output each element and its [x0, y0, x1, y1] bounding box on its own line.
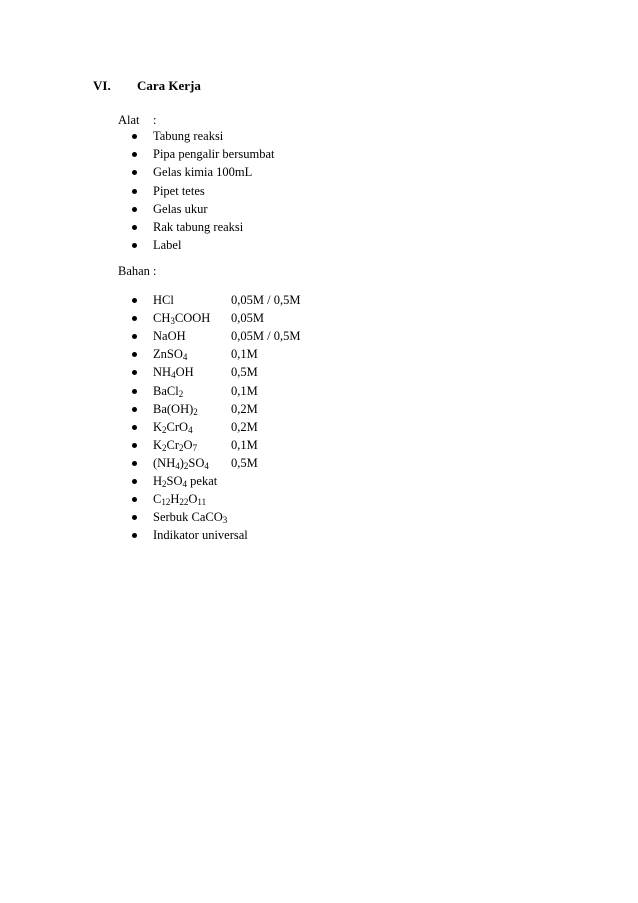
formula-text: C — [153, 492, 162, 507]
bullet-icon — [132, 134, 137, 139]
formula-subscript: 2 — [162, 442, 167, 453]
formula-text: NH — [153, 365, 172, 380]
bahan-item-name — [153, 328, 186, 344]
bullet-icon — [132, 515, 137, 520]
formula-text: K — [153, 437, 163, 452]
formula-text: BaCl — [153, 383, 179, 398]
section-number: VI. — [93, 78, 111, 93]
bahan-item-name — [153, 473, 217, 489]
formula-subscript: 7 — [192, 442, 198, 453]
formula-subscript: 4 — [188, 424, 193, 435]
bahan-item-name — [153, 401, 198, 417]
bahan-item-name — [153, 437, 197, 453]
bullet-icon — [132, 407, 137, 412]
formula-text: CrO — [166, 419, 189, 434]
formula-subscript: 4 — [171, 370, 176, 381]
formula-text: (NH — [153, 455, 176, 470]
formula-subscript: 2 — [183, 460, 189, 471]
alat-colon: : — [153, 113, 157, 127]
bullet-icon — [132, 334, 137, 339]
bahan-item-concentration: 0,05M — [231, 311, 264, 326]
formula-subscript: 4 — [182, 352, 188, 363]
formula-subscript: 2 — [162, 424, 167, 435]
bullet-icon — [132, 243, 137, 248]
bahan-item-concentration: 0,5M — [231, 455, 258, 470]
formula-text: K — [153, 419, 163, 434]
formula-text: NaOH — [153, 329, 186, 344]
formula-subscript: 3 — [222, 515, 228, 526]
bullet-icon — [132, 316, 137, 321]
formula-text: Ba(OH) — [153, 401, 194, 416]
bullet-icon — [132, 152, 137, 157]
bahan-item-name — [153, 292, 174, 308]
bullet-icon — [132, 225, 137, 230]
formula-text: H — [170, 492, 180, 507]
bahan-item-name — [153, 383, 183, 399]
section-heading — [93, 78, 201, 94]
bahan-item-name — [153, 455, 209, 471]
alat-item-name: Label — [153, 238, 182, 253]
bahan-item-concentration: 0,2M — [231, 401, 258, 416]
formula-subscript: 2 — [179, 442, 184, 453]
formula-text: pekat — [187, 474, 218, 488]
formula-text: O — [188, 492, 198, 507]
bullet-icon — [132, 207, 137, 212]
formula-text: ) — [179, 455, 184, 470]
formula-subscript: 2 — [162, 479, 167, 489]
formula-text: Serbuk CaCO — [153, 510, 223, 525]
formula-subscript: 2 — [178, 388, 184, 399]
bullet-icon — [132, 389, 137, 394]
bullet-icon — [132, 443, 137, 448]
bahan-item-concentration: 0,1M — [231, 383, 258, 398]
bahan-item-concentration: 0,1M — [231, 437, 258, 452]
alat-item-name: Gelas kimia 100mL — [153, 165, 253, 180]
formula-subscript: 12 — [161, 497, 171, 508]
formula-text: Indikator universal — [153, 528, 248, 543]
formula-text: Cr — [166, 437, 180, 452]
bahan-item-name — [153, 419, 193, 435]
bullet-icon — [132, 461, 137, 466]
formula-subscript: 22 — [179, 497, 189, 508]
alat-item-name: Tabung reaksi — [153, 129, 224, 143]
bahan-item-concentration: 0,05M / 0,5M — [231, 329, 301, 344]
formula-subscript: 11 — [197, 497, 207, 508]
bullet-icon — [132, 370, 137, 375]
section-title: Cara Kerja — [137, 78, 201, 93]
formula-text: H — [153, 474, 163, 488]
bullet-icon — [132, 298, 137, 303]
formula-text: SO — [166, 474, 183, 488]
bullet-icon — [132, 189, 137, 194]
bahan-label: Bahan — [118, 264, 150, 278]
bullet-icon — [132, 170, 137, 175]
formula-text: CH — [153, 311, 171, 326]
bullet-icon — [132, 479, 137, 484]
formula-text: OH — [175, 365, 194, 380]
alat-item-name: Pipet tetes — [153, 183, 205, 198]
formula-text: O — [183, 437, 193, 452]
bahan-item-name — [153, 310, 210, 326]
bahan-item-name — [153, 346, 187, 362]
formula-text: HCl — [153, 293, 174, 307]
alat-item-name: Rak tabung reaksi — [153, 220, 244, 234]
bullet-icon — [132, 425, 137, 430]
bahan-item-name — [153, 491, 206, 507]
formula-subscript: 3 — [170, 316, 175, 327]
bahan-item-concentration: 0,2M — [231, 419, 258, 434]
alat-item-name: Pipa pengalir bersumbat — [153, 147, 275, 162]
bullet-icon — [132, 497, 137, 502]
bullet-icon — [132, 352, 137, 357]
bahan-item-name — [153, 527, 248, 543]
alat-label: Alat — [118, 113, 140, 127]
bahan-item-name — [153, 509, 227, 525]
bahan-item-name — [153, 364, 194, 380]
formula-subscript: 4 — [175, 460, 180, 471]
bahan-heading — [118, 263, 157, 279]
formula-subscript: 4 — [182, 479, 188, 489]
formula-text: COOH — [174, 311, 211, 326]
formula-subscript: 4 — [204, 460, 209, 471]
alat-heading — [118, 112, 157, 128]
bahan-colon: : — [153, 264, 157, 278]
alat-item-name: Gelas ukur — [153, 201, 208, 216]
formula-text: ZnSO — [153, 347, 183, 362]
bahan-item-concentration: 0,5M — [231, 365, 258, 380]
formula-subscript: 2 — [193, 406, 198, 417]
bahan-item-concentration: 0,05M / 0,5M — [231, 293, 301, 307]
formula-text: SO — [188, 455, 205, 470]
bahan-item-concentration: 0,1M — [231, 347, 258, 362]
bullet-icon — [132, 533, 137, 538]
